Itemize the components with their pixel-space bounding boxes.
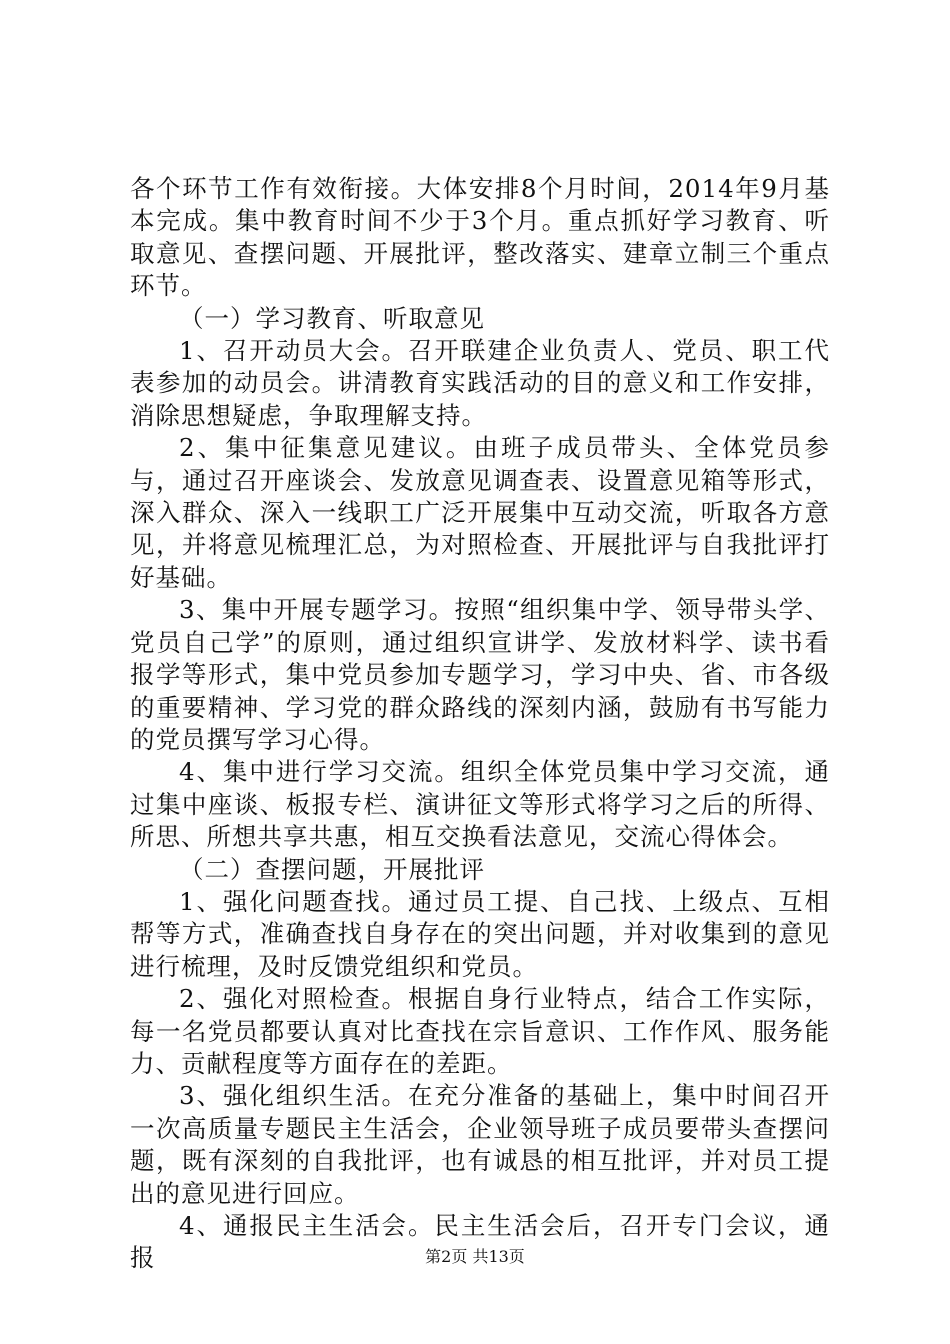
- section-heading-1: （一）学习教育、听取意见: [179, 303, 485, 333]
- paragraph-item: 3、集中开展专题学习。按照“组织集中学、领导带头学、党员自己学”的原则，通过组织宣讲学、发放材料学、读书看报学等形式，集中党员参加专题学习，学习中央、省、市各级的重要精神、学习党的群众路线的深刻内涵，鼓励有书写能力的党员撰写学习心得。: [130, 595, 830, 754]
- paragraph-item: 2、强化对照检查。根据自身行业特点，结合工作实际，每一名党员都要认真对比查找在宗旨意识、工作作风、服务能力、贡献程度等方面存在的差距。: [130, 984, 830, 1078]
- paragraph-item: 3、强化组织生活。在充分准备的基础上，集中时间召开一次高质量专题民主生活会，企业领导班子成员要带头查摆问题，既有深刻的自我批评，也有诚恳的相互批评，并对员工提出的意见进行回应。: [130, 1081, 830, 1208]
- paragraph-item: 1、强化问题查找。通过员工提、自己找、上级点、互相帮等方式，准确查找自身存在的突出问题，并对收集到的意见进行梳理，及时反馈党组织和党员。: [130, 886, 830, 981]
- document-body: [130, 173, 830, 1275]
- page-number-footer: 第2页 共13页: [425, 1247, 525, 1266]
- section-heading-2: （二）查摆问题，开展批评: [179, 854, 485, 884]
- paragraph-item: 4、集中进行学习交流。组织全体党员集中学习交流，通过集中座谈、板报专栏、演讲征文等形式将学习之后的所得、所思、所想共享共惠，相互交换看法意见，交流心得体会。: [130, 757, 830, 852]
- paragraph-item: 2、集中征集意见建议。由班子成员带头、全体党员参与，通过召开座谈会、发放意见调查表、设置意见箱等形式，深入群众、深入一线职工广泛开展集中互动交流，听取各方意见，并将意见梳理汇总，为对照检查、开展批评与自我批评打好基础。: [130, 433, 830, 592]
- paragraph-item: 1、召开动员大会。召开联建企业负责人、党员、职工代表参加的动员会。讲清教育实践活动的目的意义和工作安排，消除思想疑虑，争取理解支持。: [130, 336, 830, 430]
- paragraph-item: 4、通报民主生活会。民主生活会后，召开专门会议，通报: [130, 1211, 830, 1273]
- paragraph-intro: 各个环节工作有效衔接。大体安排8个月时间，2014年9月基本完成。集中教育时间不少于3个月。重点抓好学习教育、听取意见、查摆问题、开展批评，整改落实、建章立制三个重点环节。: [130, 174, 830, 301]
